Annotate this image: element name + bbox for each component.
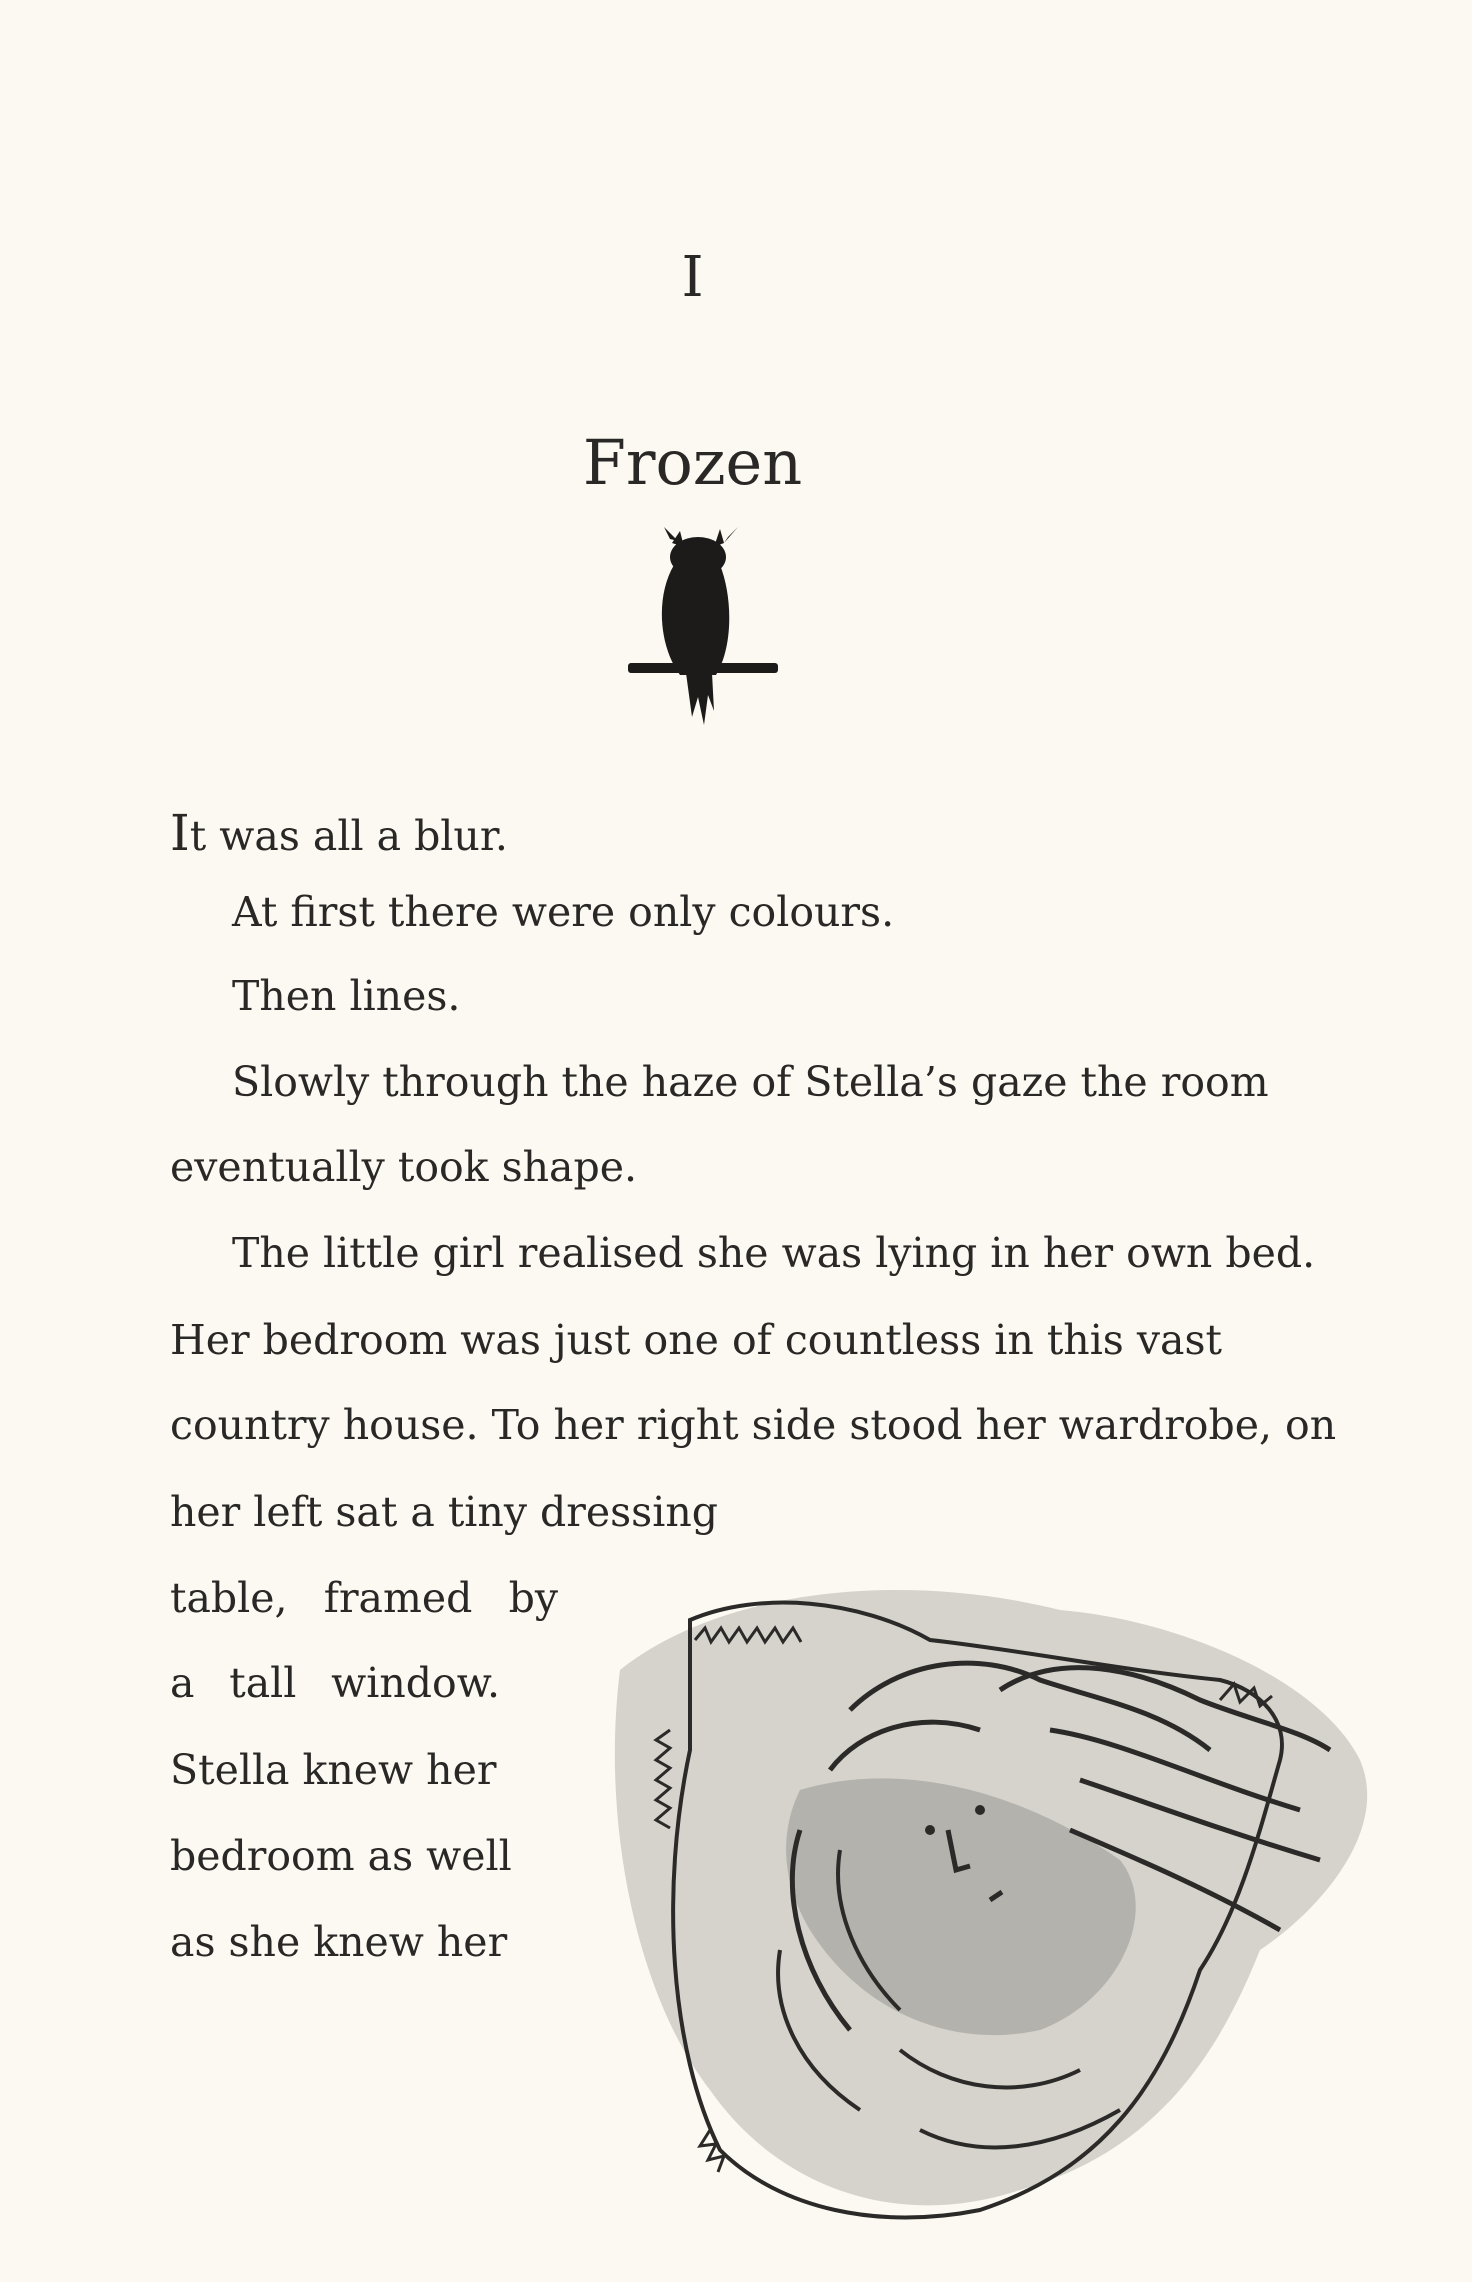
chapter-title: Frozen [582, 426, 803, 499]
paragraph-line: Slowly through the haze of Stella’s gaze the room [232, 1058, 1269, 1106]
paragraph-line [170, 804, 508, 862]
paragraph-line: At first there were only colours. [232, 888, 895, 936]
paragraph-line: a tall window. [170, 1659, 500, 1707]
paragraph-line: eventually took shape. [170, 1143, 637, 1191]
paragraph-line: as she knew her [170, 1918, 508, 1966]
owl-on-perch-icon [620, 525, 780, 735]
paragraph-line: Then lines. [232, 972, 461, 1020]
drop-cap: I [170, 804, 190, 862]
paragraph-line: table, framed by [170, 1574, 558, 1622]
girl-in-bed-illustration-icon [600, 1530, 1400, 2250]
chapter-number: I [681, 245, 704, 310]
paragraph-line: Stella knew her [170, 1746, 497, 1794]
line-text: t was all a blur. [189, 812, 508, 860]
paragraph-line: country house. To her right side stood her wardrobe, on [170, 1401, 1337, 1449]
paragraph-line: The little girl realised she was lying in her own bed. [232, 1229, 1316, 1277]
paragraph-line: bedroom as well [170, 1832, 512, 1880]
paragraph-line: her left sat a tiny dressing [170, 1488, 718, 1536]
paragraph-line: Her bedroom was just one of countless in this vast [170, 1316, 1223, 1364]
